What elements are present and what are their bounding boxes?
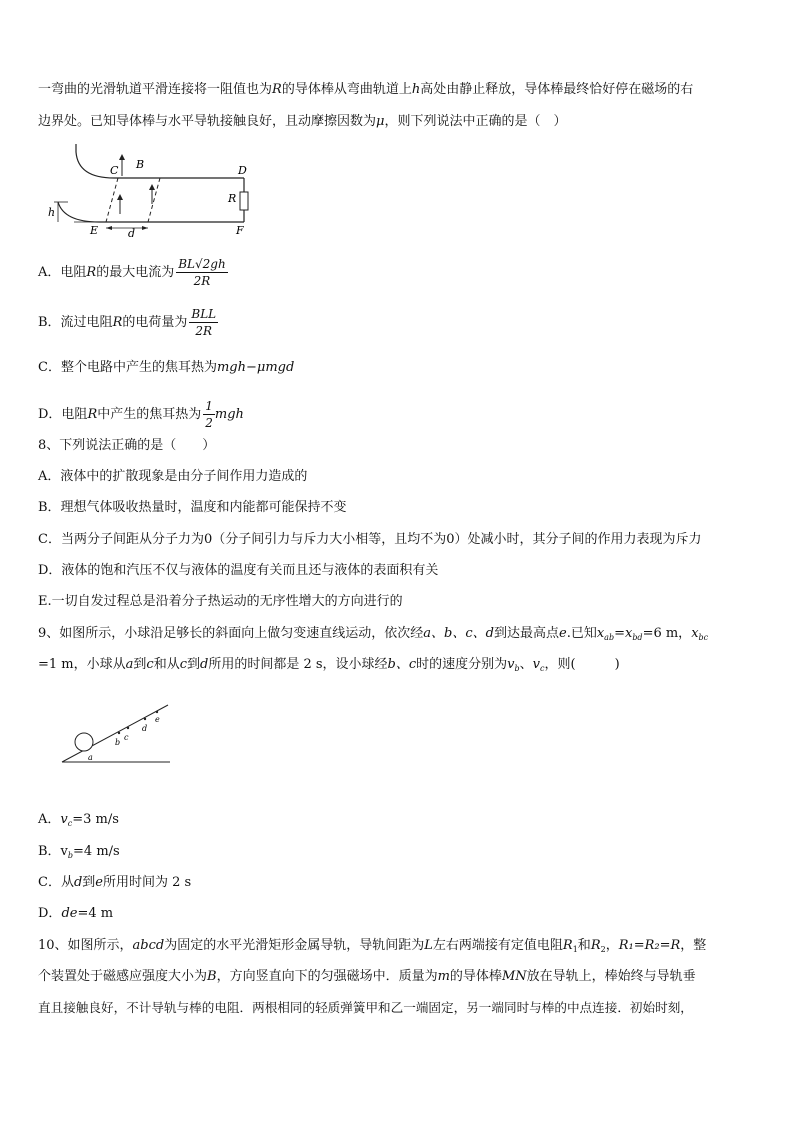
value: =6 m，: [642, 626, 692, 641]
stem-text: 9、如图所示，小球沿足够长的斜面向上做匀变速直线运动，依次经: [38, 626, 424, 641]
q8-stem: 8、下列说法正确的是（ ）: [38, 438, 216, 453]
var-v: v: [532, 657, 541, 672]
q9-option-c: [38, 873, 191, 893]
stem-text: .已知: [566, 626, 597, 641]
label-B: B: [136, 158, 145, 171]
option-text: 的电荷量为: [122, 315, 188, 330]
var-MN: MN: [501, 969, 527, 984]
q7-var-h: h: [411, 82, 421, 97]
denominator: 2: [205, 416, 213, 430]
stem-text: =1 m，小球从: [38, 657, 126, 672]
q9-stem-line2: [38, 655, 620, 679]
subscript: 2: [600, 945, 606, 954]
label-h: h: [48, 206, 56, 219]
option-text: 中产生的焦耳热为: [97, 407, 202, 422]
var-abcd: abcd: [132, 938, 165, 953]
stem-text: ，则( ): [544, 657, 620, 672]
point-c: c: [179, 657, 187, 672]
q8-option-b: B．理想气体吸收热量时，温度和内能都可能保持不变: [38, 500, 347, 515]
label-a: a: [88, 753, 93, 762]
stem-text: 和: [577, 938, 591, 953]
separator: 、: [519, 657, 533, 672]
label-e: e: [155, 715, 160, 724]
q10-line2: [38, 967, 696, 987]
var-x: x: [624, 626, 633, 641]
subscript: ab: [604, 633, 615, 642]
formula: mgh: [214, 407, 244, 422]
numerator: 1: [205, 399, 213, 413]
stem-text: 放在导轨上，棒始终与导轨垂: [526, 969, 696, 984]
q7-stem-text: 边界处。已知导体棒与水平导轨接触良好，且动摩擦因数为: [38, 114, 377, 129]
option-label: A．电阻: [38, 265, 87, 280]
subscript: 1: [572, 945, 578, 954]
var-x: x: [691, 626, 699, 641]
fraction: [203, 398, 215, 431]
stem-text: ，方向竖直向下的匀强磁场中．质量为: [216, 969, 438, 984]
var-R: R: [87, 407, 98, 422]
denominator: 2R: [193, 274, 211, 288]
q7-stem-line1: [38, 80, 693, 100]
var-R: R: [86, 265, 97, 280]
q7-stem-line2: [38, 112, 566, 132]
var-R: R: [112, 315, 123, 330]
label-E: E: [90, 224, 99, 237]
q7-stem-text: 的导体棒从弯曲轨道上: [281, 82, 412, 97]
label-R: R: [228, 192, 237, 205]
option-text: 的最大电流为: [96, 265, 175, 280]
stem-text: 为固定的水平光滑矩形金属导轨，导轨间距为: [164, 938, 425, 953]
point-d: d: [73, 875, 83, 890]
q7-stem-text: 一弯曲的光滑轨道平滑连接将一阻值也为: [38, 82, 273, 97]
stem-text: 到: [186, 657, 200, 672]
point-a: a: [125, 657, 134, 672]
var-R: R: [590, 938, 601, 953]
label-d: d: [142, 724, 148, 733]
option-label: C．从: [38, 875, 74, 890]
fraction: [176, 256, 227, 289]
stem-text: 和从: [153, 657, 180, 672]
q9-incline-figure: [60, 700, 175, 768]
subscript: c: [540, 664, 545, 673]
q7-stem-text: 高处由静止释放，导体棒最终恰好停在磁场的右: [420, 82, 694, 97]
q7-option-c: [38, 358, 294, 378]
stem-text: 到: [133, 657, 147, 672]
q7-option-b: [38, 306, 218, 339]
option-label: D．电阻: [38, 407, 88, 422]
points: b、c: [387, 657, 417, 672]
stem-text: 所用的时间都是 2 s，设小球经: [208, 657, 388, 672]
option-value: =4 m: [77, 906, 114, 921]
stem-text: 左右两端接有定值电阻: [432, 938, 563, 953]
stem-text: ，整: [680, 938, 707, 953]
fraction: [189, 306, 218, 339]
stem-text: 的导体棒: [449, 969, 502, 984]
stem-text: 时的速度分别为: [416, 657, 508, 672]
q8-option-d: D．液体的饱和汽压不仅与液体的温度有关而且还与液体的表面积有关: [38, 563, 439, 578]
label-F: F: [236, 224, 244, 237]
var-R: R: [562, 938, 573, 953]
option-label: B．流过电阻: [38, 315, 113, 330]
label-D: D: [238, 164, 247, 177]
var-v: v: [507, 657, 515, 672]
option-text: 所用时间为 2 s: [103, 875, 192, 890]
subscript: bc: [698, 633, 709, 642]
q9-stem-line1: [38, 624, 708, 648]
subscript: c: [67, 819, 73, 828]
q8-option-a: A．液体中的扩散现象是由分子间作用力造成的: [38, 469, 308, 484]
q8-option-e: E.一切自发过程总是沿着分子热运动的无序性增大的方向进行的: [38, 594, 403, 609]
stem-text: 到达最高点: [493, 626, 559, 641]
q7-option-a: [38, 256, 228, 289]
option-label: B．v: [38, 844, 68, 859]
stem-text: ，: [605, 938, 619, 953]
point-d: d: [200, 657, 209, 672]
var-B: B: [207, 969, 217, 984]
numerator: BL√2gh: [178, 257, 226, 271]
option-text: 到: [82, 875, 96, 890]
point-c: c: [146, 657, 154, 672]
q10-line3: 直且接触良好，不计导轨与棒的电阻．两根相同的轻质弹簧甲和乙一端固定，另一端同时与棒的中点连接．初始时刻，: [38, 1000, 693, 1015]
point-e: e: [558, 626, 567, 641]
option-label: D．: [38, 906, 62, 921]
var-v: v: [60, 812, 68, 827]
q9-option-b: [38, 842, 120, 866]
numerator: BLL: [191, 307, 217, 321]
stem-text: 个装置处于磁感应强度大小为: [38, 969, 208, 984]
label-c: c: [124, 733, 129, 742]
segment-de: de: [61, 906, 78, 921]
q9-option-a: [38, 810, 119, 834]
label-b: b: [115, 738, 121, 747]
q7-var-mu: μ: [376, 114, 385, 129]
var-m: m: [437, 969, 450, 984]
option-value: =3 m/s: [72, 812, 119, 827]
subscript: bd: [632, 633, 643, 642]
stem-text: 10、如图所示，: [38, 938, 133, 953]
subscript: b: [514, 664, 520, 673]
q7-var-R: R: [272, 82, 282, 97]
denominator: 2R: [195, 324, 213, 338]
formula: mgh−μmgd: [216, 360, 295, 375]
var-x: x: [596, 626, 605, 641]
formula: R₁=R₂=R: [618, 938, 681, 953]
option-text: C．整个电路中产生的焦耳热为: [38, 360, 217, 375]
subscript: b: [67, 851, 74, 860]
q9-option-d: [38, 904, 113, 924]
label-C: C: [110, 164, 119, 177]
q7-option-d: [38, 398, 244, 431]
option-label: A．: [38, 812, 61, 827]
var-L: L: [424, 938, 433, 953]
q8-option-c: C．当两分子间距从分子力为0（分子间引力与斥力大小相等，且均不为0）处减小时，其分子间的作用力表现为斥力: [38, 532, 702, 547]
points: a、b、c、d: [423, 626, 494, 641]
option-value: =4 m/s: [73, 844, 120, 859]
q7-stem-text: ，则下列说法中正确的是（ ）: [384, 114, 567, 129]
q10-line1: [38, 936, 706, 960]
label-d: d: [128, 227, 136, 237]
equals: =: [614, 626, 625, 641]
point-e: e: [95, 875, 103, 890]
q7-rail-figure: [44, 142, 254, 237]
